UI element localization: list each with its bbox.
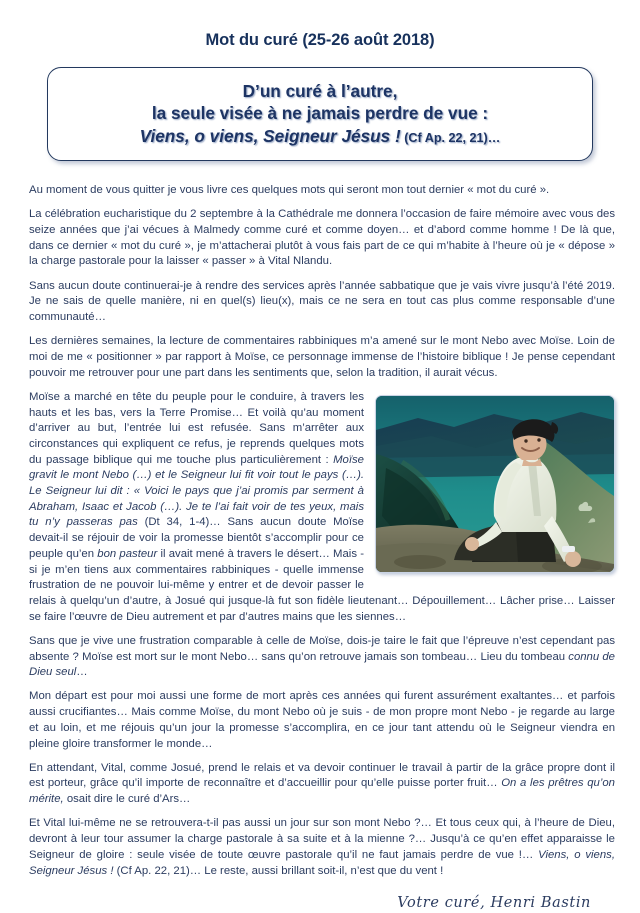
banner-line-3 [62, 125, 578, 147]
photo-illustration [376, 396, 614, 572]
paragraph-4: Les dernières semaines, la lecture de commentaires rabbiniques m’a amené sur le mont Nebo avec Moïse. Loin de moi de me « positionner » par rapport à Moïse, ce personnage immense de l’histoire biblique ! Je pense cependant pouvoir me retrouver pour une part dans les sentiments que, selon la tradition, il aurait vécus. [29, 335, 615, 379]
quote-banner [47, 67, 593, 161]
article-body [0, 183, 640, 913]
photo-mount-nebo [375, 395, 615, 573]
paragraph-5-emphasis-bon-pasteur: bon pasteur [97, 547, 158, 560]
paragraph-8-quote-cure-dars: On a les prêtres qu’on mérite, [29, 777, 615, 806]
banner-scripture-quote: Viens, o viens, Seigneur Jésus ! [139, 125, 401, 146]
banner-line-1: D’un curé à l’autre, [242, 81, 398, 101]
signature: Votre curé, Henri Bastin [397, 895, 591, 912]
paragraph-6-emphasis: connu de Dieu seul [29, 650, 615, 679]
paragraph-7: Mon départ est pour moi aussi une forme de mort après ces années qui furent assurément exaltantes… et parfois aussi crucifiantes… Mais comme Moïse, du mont Nebo où je suis - de mon propre mont Nebo - je regarde au large et au loin, et me réjouis qu’un jour la promesse s’accomplira, en ce jour tant attendu où le Seigneur viendra en pleine gloire transformer le monde… [29, 690, 615, 750]
banner-scripture-reference: (Cf Ap. 22, 21)… [400, 130, 501, 145]
paragraph-9-text-a: Et Vital lui-même ne se retrouvera-t-il pas aussi un jour sur son mont Nebo ?… Et tous ceux qui, à l’heure de Dieu, devront à leur tour assumer la charge pastorale à sa suite et à la mienne ?… Jusqu’à ce qu’en effet apparaisse le Seigneur de gloire : seule visée de toute œuvre pastorale qu’il ne faut jamais perdre de vue !… [29, 817, 615, 861]
paragraph-5-text-b: (Dt 34, 1-4)… Sans aucun doute Moïse devait-il se réjouir de voir la promesse bientôt s’accomplir pour ce peuple qu’en [29, 516, 364, 560]
paragraph-5-text-a: Moïse a marché en tête du peuple pour le conduire, à travers les hauts et les bas, vers la Terre Promise… Et voilà qu’au moment d’arriver au but, l’entrée lui est refusée. Sans m’arrêter aux circonstances qui expliquent ce refus, je reprends quelques mots du passage biblique qui me touche plus particulièrement : [29, 390, 364, 466]
page-title: Mot du curé (25-26 août 2018) [205, 31, 435, 49]
paragraph-8 [29, 761, 615, 808]
banner-line-2: la seule visée à ne jamais perdre de vue : [151, 103, 489, 124]
paragraph-8-text-b: osait dire le curé d’Ars… [63, 793, 191, 806]
paragraph-5-text-c: il avait mené à travers le désert… Mais - si je m’en tiens aux commentaires rabbiniques - quelle immense frustration de ne pouvoir lui-même y entrer et de devoir passer le relais à quelqu’un d’autre, à Josué qui jusque-là fut son fidèle lieutenant… Dépouillement… Lâcher prise… Laisser se faire l’œuvre de Dieu autrement et par d’autres mains que les siennes… [29, 547, 615, 623]
paragraph-9-text-b: (Cf Ap. 22, 21)… Le reste, aussi brillant soit-il, n’est que du vent ! [113, 864, 444, 877]
paragraph-9 [29, 816, 615, 879]
banner-container [47, 67, 593, 161]
paragraph-1: Au moment de vous quitter je vous livre ces quelques mots qui seront mon tout dernier « mot du curé ». [29, 184, 550, 197]
paragraph-6-text-b: … [76, 666, 88, 679]
paragraph-6 [29, 634, 615, 681]
paragraph-5-scripture-quote: Moïse gravit le mont Nebo (…) et le Seigneur lui fit voir tout le pays (…). Le Seigneur lui dit : « Voici le pays que j’ai promis par serment à Abraham, Isaac et Jacob (…). Je te l’ai fait voir de tes yeux, mais tu n’y passeras pas [29, 453, 364, 529]
paragraph-3: Sans aucun doute continuerai-je à rendre des services après l’année sabbatique que je vais vivre jusqu’à l’été 2019. Je ne sais de quelle manière, ni en quel(s) lieu(x), mais ce ne sera en tout cas plus comme responsable d’une communauté… [29, 279, 615, 323]
paragraph-6-text-a: Sans que je vive une frustration comparable à celle de Moïse, dois-je taire le fait que l’épreuve n’est cependant pas absente ? Moïse est mort sur le mont Nebo… sans qu’on retrouve jamais son tombeau… Lieu du tombeau [29, 634, 615, 663]
paragraph-2: La célébration eucharistique du 2 septembre à la Cathédrale me donnera l’occasion de faire mémoire avec vous des seize années que j’ai vécues à Malmedy comme curé et comme doyen… et d’abord comme homme ! De là que, dans ce dernier « mot du curé », je m’attacherai plutôt à vous fais part de ce qui m’habite à l’heure où je « dépose » la charge pastorale pour la laisser « passer » à Vital Nlandu. [29, 208, 615, 268]
paragraph-8-text-a: En attendant, Vital, comme Josué, prend le relais et va devoir continuer le travail à partir de la grâce propre dont il est porteur, grâce qu’il importe de reconnaître et d’accueillir pour qu’elle puisse porter fruit… [29, 761, 615, 790]
paragraph-9-scripture-quote: Viens, o viens, Seigneur Jésus ! [29, 848, 615, 877]
